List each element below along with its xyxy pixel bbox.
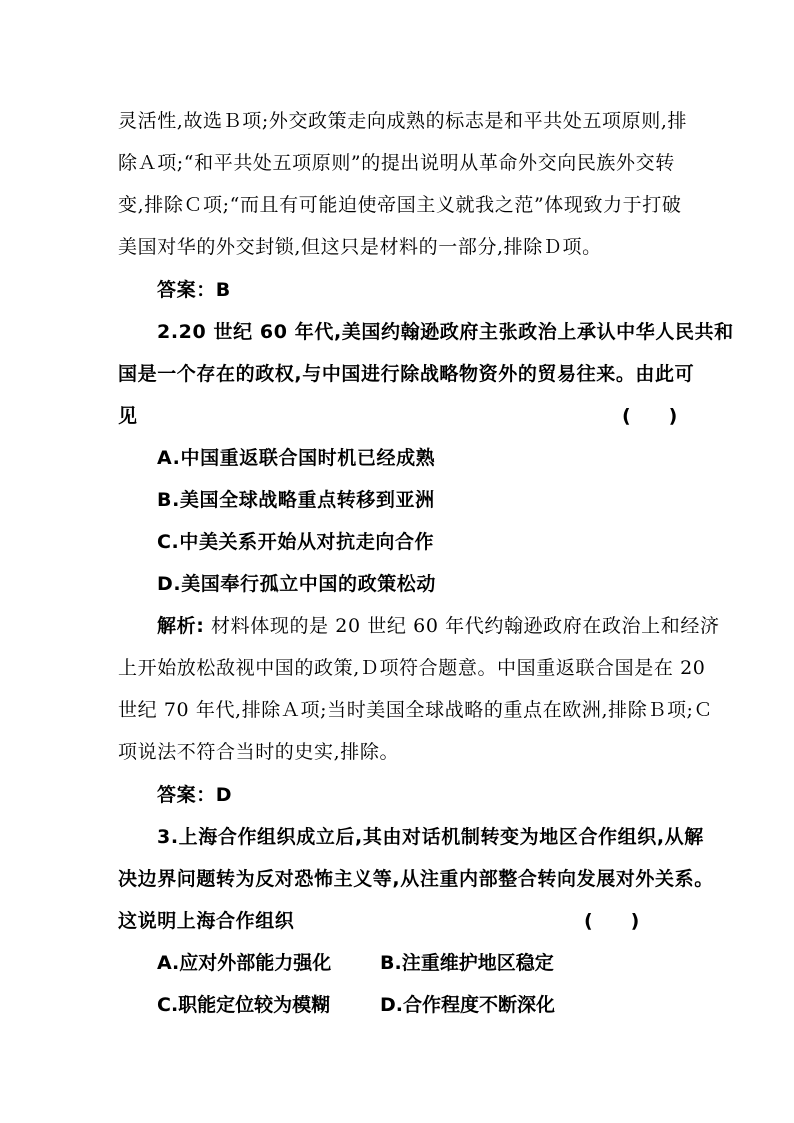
question-3-stem-line: 这说明上海合作组织 (118, 910, 295, 932)
question-2-stem-line: 见 (118, 405, 138, 427)
answer-1: 答案：B (157, 279, 231, 301)
analysis-line (157, 611, 720, 638)
option-d: D.美国奉行孤立中国的政策松动 (157, 573, 436, 595)
option-b: B.美国全球战略重点转移到亚洲 (157, 489, 435, 511)
explanation-line: 变,排除Ｃ项;“而且有可能迫使帝国主义就我之范”体现致力于打破 (118, 194, 682, 216)
answer-bracket: ( ) (622, 405, 678, 427)
analysis-line: 项说法不符合当时的史实,排除。 (118, 741, 400, 763)
option-c: C.职能定位较为模糊 (157, 994, 331, 1016)
answer-bracket: ( ) (584, 910, 640, 932)
answer-2: 答案：D (157, 784, 233, 806)
option-d: D.合作程度不断深化 (380, 994, 555, 1016)
explanation-line: 美国对华的外交封锁,但这只是材料的一部分,排除Ｄ项。 (118, 236, 602, 258)
option-a: A.应对外部能力强化 (157, 952, 332, 974)
option-b: B.注重维护地区稳定 (380, 952, 554, 974)
analysis-line: 世纪 70 年代,排除Ａ项;当时美国全球战略的重点在欧洲,排除Ｂ项;Ｃ (118, 699, 714, 721)
analysis-text: 材料体现的是 20 世纪 60 年代约翰逊政府在政治上和经济 (211, 615, 720, 637)
question-2-stem-line: 国是一个存在的政权,与中国进行除战略物资外的贸易往来。由此可 (118, 363, 695, 385)
question-3-stem-line: 决边界问题转为反对恐怖主义等,从注重内部整合转向发展对外关系。 (118, 868, 714, 890)
analysis-label: 解析: (157, 615, 205, 637)
question-2-stem-line: 2.20 世纪 60 年代,美国约翰逊政府主张政治上承认中华人民共和 (157, 321, 734, 343)
explanation-line: 除Ａ项;“和平共处五项原则”的提出说明从革命外交向民族外交转 (118, 152, 675, 174)
explanation-line: 灵活性,故选Ｂ项;外交政策走向成熟的标志是和平共处五项原则,排 (118, 110, 688, 132)
analysis-line: 上开始放松敌视中国的政策,Ｄ项符合题意。中国重返联合国是在 20 (118, 657, 706, 679)
option-c: C.中美关系开始从对抗走向合作 (157, 531, 435, 553)
question-3-stem-line: 3.上海合作组织成立后,其由对话机制转变为地区合作组织,从解 (157, 826, 704, 848)
option-a: A.中国重返联合国时机已经成熟 (157, 447, 436, 469)
